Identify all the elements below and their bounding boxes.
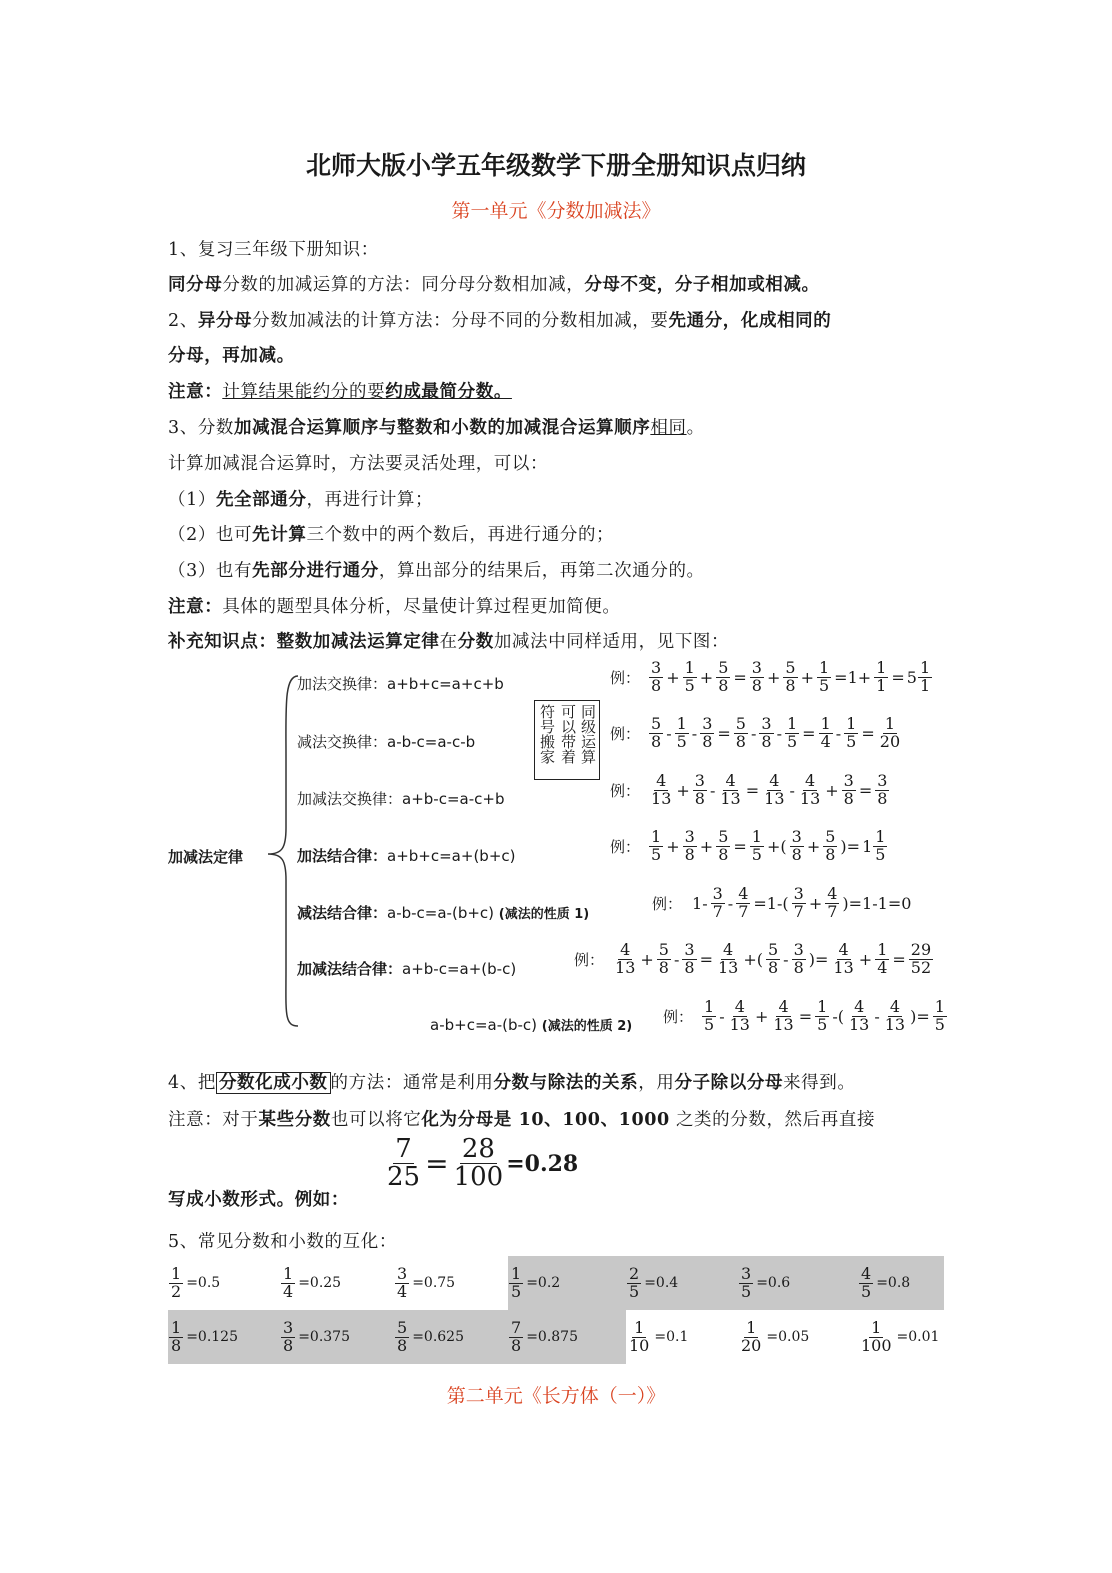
fraction: $\frac{1}{5}$ [704,997,715,1034]
example-3: 例： $\frac{4}{13}$ + $\frac{3}{8}$ - $\frac{4}{13}$ = $\frac{4}{13}$ - $\frac{4}{13}$ + $\frac{3}{8}$ = $\frac{3}{8}$ [610,771,888,808]
fraction: $\frac{4}{13}$ [833,940,854,977]
note2-line: 注意：具体的题型具体分析，尽量使计算过程更加简便。 [168,597,621,617]
page-title: 北师大版小学五年级数学下册全册知识点归纳 [305,151,806,180]
fraction: $\frac{4}{7}$ [738,884,749,921]
fraction: $\frac{4}{13}$ [773,997,794,1034]
conversion-cell: $\frac{7}{8}$ =0.875 [508,1310,626,1364]
note3-line: 注意：对于某些分数也可以将它化为分母是 10、100、1000 之类的分数，然后再直接 [168,1110,876,1130]
fraction: $\frac{4}{13}$ [729,997,750,1034]
fraction: $\frac{3}{4}$ [397,1263,408,1301]
fraction: $\frac{5}{8}$ [651,714,662,751]
conversion-cell: $\frac{3}{5}$ =0.6 [738,1256,858,1310]
fraction: $\frac{5}{8}$ [718,827,729,864]
fraction: $\frac{5}{8}$ [658,940,669,977]
fraction: $\frac{2}{5}$ [629,1263,640,1301]
fraction: $\frac{3}{8}$ [651,658,662,695]
fraction: $\frac{1}{4}$ [820,714,831,751]
fraction: $\frac{1}{100}$ [861,1317,892,1355]
fraction: $\frac{5}{8}$ [735,714,746,751]
unit1-heading: 第一单元《分数加减法》 [451,200,661,222]
fraction: $\frac{1}{5}$ [751,827,762,864]
conversion-cell: $\frac{1}{10}$ =0.1 [629,1317,689,1355]
fraction: $\frac{4}{7}$ [827,884,838,921]
fraction: $\frac{5}{8}$ [825,827,836,864]
law-sub-commutative: 减法交换律：a-b-c=a-c-b [297,733,476,751]
fraction: $\frac{1}{5}$ [684,658,695,695]
brace-icon [262,668,302,1033]
s5-line: 5、常见分数和小数的互化： [168,1232,397,1252]
law-addsub-commutative: 加减法交换律：a+b-c=a-c+b [297,790,505,808]
fraction: $\frac{3}{8}$ [684,827,695,864]
conversion-cell: $\frac{1}{2}$ =0.5 [171,1263,221,1301]
fraction: $\frac{1}{20}$ [741,1317,762,1355]
conversion-cell: $\frac{2}{5}$ =0.4 [626,1256,738,1310]
example-6: 例： $\frac{4}{13}$ + $\frac{5}{8}$ - $\frac{3}{8}$ = $\frac{4}{13}$ +( $\frac{5}{8}$ - $\frac{3}{8}$ )= $\frac{4}{13}$ + $\frac{1}{4}$ = $\frac{29}{52}$ [574,940,932,977]
s1-line: 1、复习三年级下册知识： [168,240,379,260]
fraction: $\frac{3}{8}$ [761,714,772,751]
s2b-line: 分母，再加减。 [168,346,295,366]
fraction: $\frac{1}{5}$ [818,658,830,695]
fraction: $\frac{3}{8}$ [684,940,695,977]
supp-line: 补充知识点：整数加减法运算定律在分数加减法中同样适用，见下图： [168,632,730,652]
fraction: $\frac{3}{8}$ [877,771,888,808]
s4-line: 4、把 分数化成小数 的方法：通常是利用分数与除法的关系，用分子除以分母来得到。 [168,1073,856,1093]
law-sub-associative: 减法结合律：a-b-c=a-(b+c) (减法的性质 1) [297,904,590,922]
conversion-cell: $\frac{3}{8}$ =0.375 [280,1310,394,1364]
fraction: $\frac{1}{5}$ [817,997,828,1034]
fraction: $\frac{1}{5}$ [651,827,662,864]
conversion-cell: $\frac{1}{4}$ =0.25 [283,1263,342,1301]
fraction: $\frac{5}{8}$ [397,1317,408,1355]
unit2-heading: 第二单元《长方体（一）》 [446,1385,666,1407]
s1b-line: 同分母分数的加减运算的方法：同分母分数相加减，分母不变，分子相加或相减。 [168,275,820,295]
fraction: $\frac{4}{13}$ [720,771,741,808]
fraction: $\frac{5}{8}$ [785,658,796,695]
s3b-line: 计算加减混合运算时，方法要灵活处理，可以： [168,454,549,474]
fraction: $\frac{1}{2}$ [171,1263,182,1301]
fraction: $\frac{3}{7}$ [712,884,723,921]
conversion-cell: $\frac{4}{5}$ =0.8 [858,1256,944,1310]
fraction: $\frac{4}{5}$ [861,1263,872,1301]
fraction: $\frac{1}{4}$ [877,940,888,977]
fraction: $\frac{1}{5}$ [846,714,857,751]
fraction: $\frac{1}{5}$ [786,714,798,751]
fraction: $\frac{3}{8}$ [283,1317,294,1355]
fraction: $\frac{7}{8}$ [511,1317,522,1355]
same-level-note-box: 同级运算 可以带着 符号搬家 [534,700,600,780]
fraction: $\frac{4}{13}$ [651,771,672,808]
fraction: $\frac{3}{7}$ [793,884,804,921]
law-add-commutative: 加法交换律：a+b+c=a+c+b [297,675,504,693]
fraction: $\frac{3}{8}$ [793,940,804,977]
s3c-line: （1）先全部通分，再进行计算； [168,490,434,510]
fraction: $\frac{3}{8}$ [843,771,854,808]
law-addsub-associative: 加减法结合律：a+b-c=a+(b-c) [297,960,517,978]
fraction: $\frac{5}{8}$ [767,940,779,977]
fraction: $\frac{1}{10}$ [629,1317,650,1355]
fraction: $\frac{4}{13}$ [717,940,739,977]
s4c-line: 写成小数形式。例如： [168,1190,349,1210]
example-7: 例： $\frac{1}{5}$ - $\frac{4}{13}$ + $\frac{4}{13}$ = $\frac{1}{5}$ -( $\frac{4}{13}$ - $\frac{4}{13}$ )= $\frac{1}{5}$ [663,997,945,1034]
fraction: $\frac{1}{4}$ [283,1263,294,1301]
fraction: $\frac{1}{5}$ [676,714,687,751]
fraction: $\frac{1}{1}$ [876,658,887,695]
big-example: $\frac{7}{25}$ = $\frac{28}{100}$ =0.28 [387,1134,579,1193]
fraction: $\frac{1}{8}$ [171,1317,182,1355]
fraction: $\frac{4}{13}$ [615,940,636,977]
conversion-cell: $\frac{1}{5}$ =0.2 [508,1256,626,1310]
fraction: $\frac{3}{8}$ [791,827,802,864]
law-sub-property2: a-b+c=a-(b-c) (减法的性质 2) [430,1016,633,1034]
example-5: 例： 1- $\frac{3}{7}$ - $\frac{4}{7}$ =1-( $\frac{3}{7}$ + $\frac{4}{7}$ )=1-1=0 [652,884,912,921]
fraction: $\frac{5}{8}$ [718,658,729,695]
s3-line: 3、分数加减混合运算顺序与整数和小数的加减混合运算顺序相同。 [168,418,705,438]
example-4: 例： $\frac{1}{5}$ + $\frac{3}{8}$ + $\frac{5}{8}$ = $\frac{1}{5}$ +( $\frac{3}{8}$ + $\frac{5}{8}$ )= 1 $\frac{1}{5}$ [610,827,886,864]
fraction: $\frac{3}{5}$ [741,1263,752,1301]
fraction: $\frac{4}{13}$ [884,997,906,1034]
laws-main-label: 加减法定律 [168,848,244,866]
fraction: $\frac{4}{13}$ [799,771,821,808]
fraction: $\frac{3}{8}$ [702,714,713,751]
note1-line: 注意：计算结果能约分的要约成最简分数。 [168,382,512,402]
conversion-cell: $\frac{1}{8}$ =0.125 [168,1310,280,1364]
example-1: 例： $\frac{3}{8}$ + $\frac{1}{5}$ + $\frac{5}{8}$ = $\frac{3}{8}$ + $\frac{5}{8}$ + $\frac{1}{5}$ =1+ $\frac{1}{1}$ = 5 $\frac{1}{1}$ [610,658,931,695]
fraction: $\frac{1}{5}$ [934,997,945,1034]
fraction: $\frac{1}{1}$ [919,658,931,695]
fraction: $\frac{1}{5}$ [511,1263,522,1301]
fraction: $\frac{3}{8}$ [694,771,705,808]
fraction: $\frac{4}{13}$ [764,771,785,808]
example-2: 例： $\frac{5}{8}$ - $\frac{1}{5}$ - $\frac{3}{8}$ = $\frac{5}{8}$ - $\frac{3}{8}$ - $\frac{1}{5}$ = $\frac{1}{4}$ - $\frac{1}{5}$ = $\frac{1}{20}$ [610,714,901,751]
fraction: $\frac{1}{20}$ [879,714,901,751]
conversion-cell: $\frac{5}{8}$ =0.625 [394,1310,508,1364]
s3e-line: （3）也有先部分进行通分，算出部分的结果后，再第二次通分的。 [168,561,705,581]
s2-line: 2、异分母分数加减法的计算方法：分母不同的分数相加减，要先通分，化成相同的 [168,311,832,331]
fraction: $\frac{3}{8}$ [751,658,762,695]
conversion-cell: $\frac{1}{100}$ =0.01 [861,1317,940,1355]
law-add-associative: 加法结合律：a+b+c=a+(b+c) [297,847,516,865]
fraction: $\frac{1}{5}$ [875,827,886,864]
fraction: $\frac{29}{52}$ [910,940,932,977]
conversion-cell: $\frac{1}{20}$ =0.05 [741,1317,810,1355]
s3d-line: （2）也可先计算三个数中的两个数后，再进行通分的； [168,525,615,545]
conversion-cell: $\frac{3}{4}$ =0.75 [397,1263,456,1301]
fraction: $\frac{4}{13}$ [848,997,870,1034]
